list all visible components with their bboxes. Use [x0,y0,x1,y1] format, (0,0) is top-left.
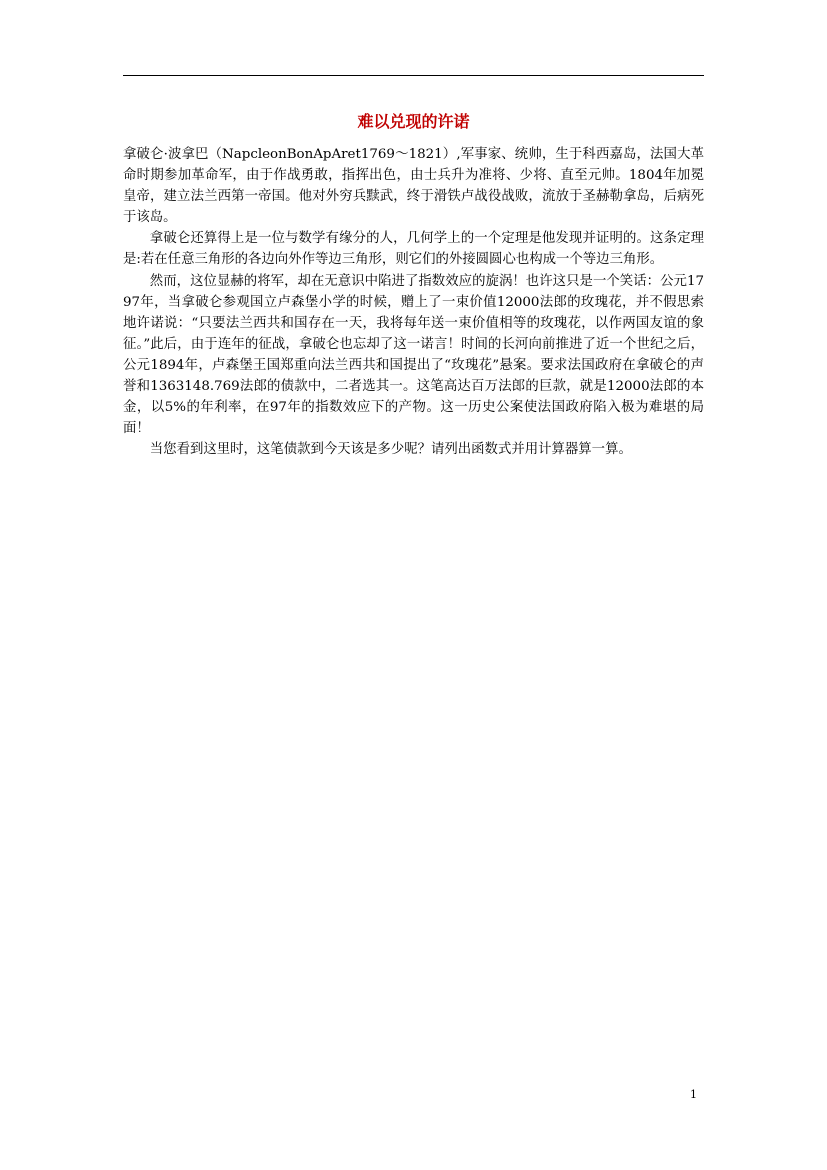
paragraph-napoleon-theorem: 拿破仑还算得上是一位与数学有缘分的人，几何学上的一个定理是他发现并证明的。这条定理是:若在任意三角形的各边向外作等边三角形，则它们的外接圆圆心也构成一个等边三角形。 [123,231,704,268]
document-body [123,144,704,460]
header-rule [123,75,704,76]
document-title: 难以兑现的许诺 [357,112,470,131]
paragraph-napoleon-bio: 拿破仑·波拿巴（NapcleonBonApAret1769～1821）,军事家、统帅，生于科西嘉岛，法国大革命时期参加革命军，由于作战勇敢，指挥出色，由士兵升为准将、少将、直至元帅。1804年加冕皇帝，建立法兰西第一帝国。他对外穷兵黩武，终于滑铁卢战役战败，流放于圣赫勒拿岛，后病死于该岛。 [123,147,704,226]
paragraph-rose-promise: 然而，这位显赫的将军，却在无意识中陷进了指数效应的旋涡！也许这只是一个笑话：公元1797年，当拿破仑参观国立卢森堡小学的时候，赠上了一束价值12000法郎的玫瑰花，并不假思索地许诺说：“只要法兰西共和国存在一天，我将每年送一束价值相等的玫瑰花，以作两国友谊的象征。”此后，由于连年的征战，拿破仑也忘却了这一诺言！时间的长河向前推进了近一个世纪之后，公元1894年，卢森堡王国郑重向法兰西共和国提出了“玫瑰花”悬案。要求法国政府在拿破仑的声誉和1363148.769法郎的债款中，二者选其一。这笔高达百万法郎的巨款，就是12000法郎的本金，以5%的年利率，在97年的指数效应下的产物。这一历史公案使法国政府陷入极为难堪的局面！ [123,273,704,437]
paragraph-question: 当您看到这里时，这笔债款到今天该是多少呢？请列出函数式并用计算器算一算。 [149,442,632,458]
page-number: 1 [690,1088,697,1101]
